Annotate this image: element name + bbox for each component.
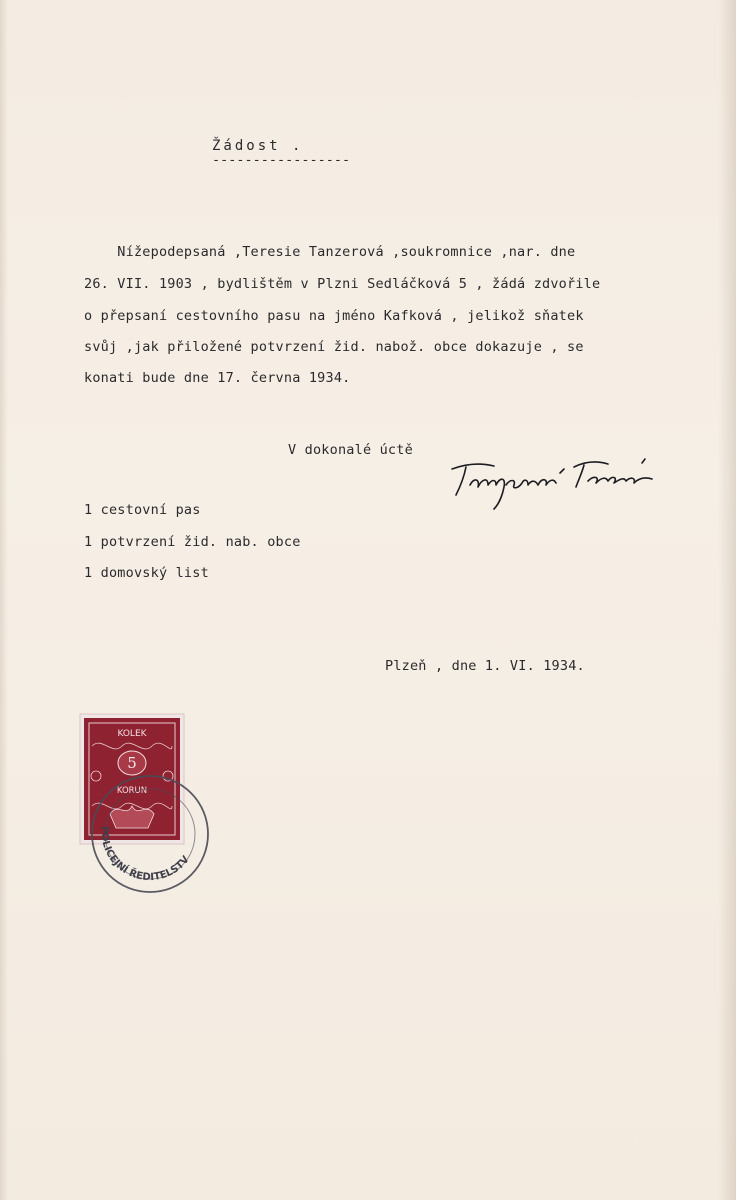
document-title: Žádost . [212, 138, 304, 154]
enclosure-item: 1 cestovní pas [84, 502, 201, 518]
stamp-value: 5 [127, 754, 137, 772]
paper-shadow-right [718, 0, 736, 1200]
title-underline: ----------------- [212, 152, 351, 168]
stamp-label: KOLEK [117, 729, 147, 739]
seal-text: POLICEJNÍ ŘEDITELSTV [98, 825, 192, 884]
body-line-3: o přepsaní cestovního pasu na jméno Kafková , jelikož sňatek [84, 308, 584, 324]
paper-shadow-left [0, 0, 8, 1200]
body-line-2: 26. VII. 1903 , bydlištěm v Plzni Sedláčková 5 , žádá zdvořile [84, 276, 601, 292]
stamp-currency: KORUN [116, 786, 148, 796]
revenue-stamp [72, 706, 212, 906]
enclosure-item: 1 domovský list [84, 565, 209, 581]
enclosure-item: 1 potvrzení žid. nab. obce [84, 534, 301, 550]
place-and-date: Plzeň , dne 1. VI. 1934. [385, 658, 585, 674]
closing-phrase: V dokonalé úctě [288, 442, 413, 458]
handwritten-signature [448, 455, 660, 510]
body-line-4: svůj ,jak přiložené potvrzení žid. nabož. obce dokazuje , se [84, 339, 584, 355]
body-line-1: Nížepodepsaná ,Teresie Tanzerová ,soukromnice ,nar. dne [84, 244, 576, 260]
body-line-5: konati bude dne 17. června 1934. [84, 370, 351, 386]
